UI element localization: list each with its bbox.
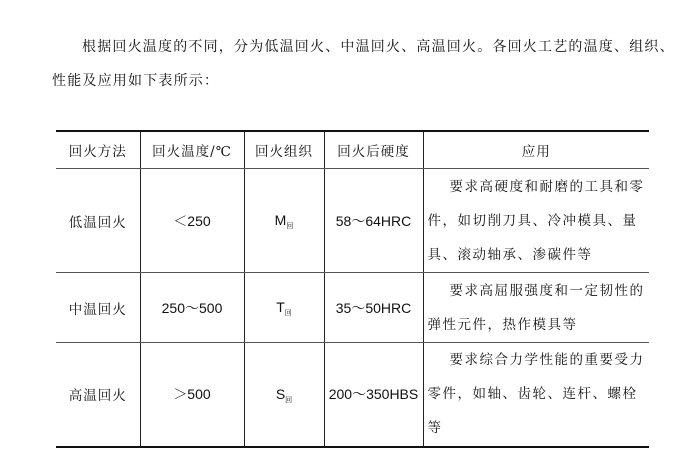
structure-subscript: 回 (285, 395, 293, 404)
application-text: 要求高硬度和耐磨的工具和零件，如切削刀具、冷冲模具、量具、滚动轴承、渗碳件等 (427, 178, 645, 263)
table-header-row (56, 131, 649, 169)
row-hardness: 35～50HRC (324, 273, 423, 343)
structure-subscript: 回 (286, 222, 294, 230)
row-application (423, 343, 649, 447)
structure-subscript: 回 (284, 309, 292, 317)
tempering-table (56, 130, 649, 448)
header-temperature: 回火温度/℃ (140, 131, 244, 169)
structure-symbol: M (274, 212, 287, 228)
header-application: 应用 (423, 131, 649, 169)
row-hardness: 200～350HBS (324, 343, 423, 447)
intro-paragraph: 根据回火温度的不同，分为低温回火、中温回火、高温回火。各回火工艺的温度、组织、性能及应用如下表所示： (52, 39, 675, 89)
header-hardness: 回火后硬度 (324, 131, 423, 169)
table-row (56, 169, 649, 273)
structure-symbol: S (275, 385, 286, 402)
row-hardness: 58～64HRC (324, 169, 423, 273)
application-text: 要求综合力学性能的重要受力零件，如轴、齿轮、连杆、螺栓等 (427, 352, 645, 437)
table-row (56, 343, 649, 447)
row-method: 低温回火 (56, 169, 140, 273)
row-structure (244, 343, 324, 447)
header-structure: 回火组织 (244, 131, 324, 169)
row-method: 高温回火 (56, 343, 140, 447)
application-text: 要求高屈服强度和一定韧性的弹性元件，热作模具等 (427, 282, 645, 333)
row-temperature: ＜250 (140, 169, 244, 273)
structure-symbol: T (276, 299, 285, 315)
row-temperature: 250～500 (140, 273, 244, 343)
row-application (423, 169, 649, 273)
row-application (423, 273, 649, 343)
row-temperature: ＞500 (140, 343, 244, 447)
row-structure (244, 273, 324, 343)
row-structure (244, 169, 324, 273)
header-method: 回火方法 (56, 131, 140, 169)
row-method: 中温回火 (56, 273, 140, 343)
table-row (56, 273, 649, 343)
